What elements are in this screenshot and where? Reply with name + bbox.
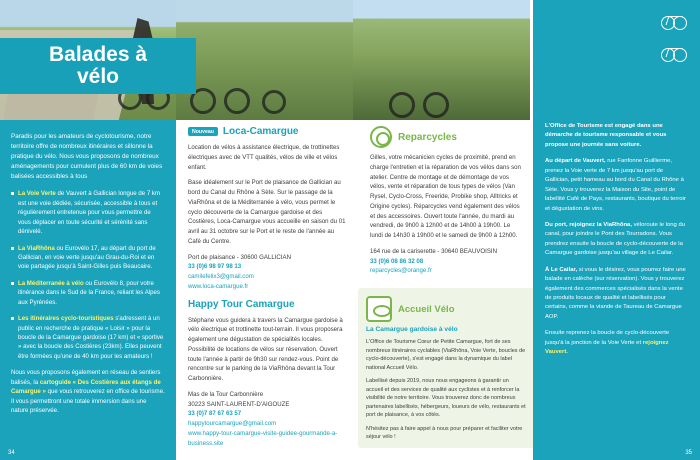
reparcycles-contact: [370, 247, 522, 276]
reparcycles-address: 164 rue de la cariserette - 30640 BEAUVOISIN: [370, 247, 498, 255]
happy-website[interactable]: www.happy-tour-camargue-visite-guidee-gourmande-a-business.site: [188, 429, 338, 447]
block1-text: rue Fanfonne Guillierme, prenez la Voie verte de 7 km jusqu'au port de Gallician, petit hameau au bord du Canal du Rhône à Sète. Vous y trouverez la Maison du Site, point de labellité Café de Pays, restaurants, boutique du terroir et dégustation de vins.: [545, 158, 686, 212]
accueil-paragraph-3: N'hésitez pas à faire appel à nous pour préparer et faciliter votre séjour vélo !: [366, 425, 523, 441]
page-title-line2: vélo: [76, 65, 120, 88]
bullet-text: s'adressent à un public en recherche de pratique « Loisir » pour la boucle de la Camargue gardoise (17 km) et « sportive » avec la boucle des Costières (23km). Elles peuvent être formées qu'une de 40 km pour les amateurs !: [18, 315, 164, 360]
reparcycles-heading: [370, 126, 522, 148]
bullet-title: La ViaRhôna: [18, 244, 55, 252]
accueil-paragraph-1: L'Office de Tourisme Cœur de Petite Camargue, fort de ses nombreux itinéraires cyclables (ViaRhôna, Voie Verte, boucles de cyclo-découverte), s'est engagé dans la dynamique du label national Accueil Vélo.: [366, 339, 526, 371]
happy-address-2: 30223 SAINT-LAURENT-D'AIGOUZE: [188, 400, 290, 408]
hero-photo-band: [0, 0, 530, 120]
accueil-paragraph-2: Labellisé depuis 2019, nous nous engageons à garantir un accueil et des services de qualité aux cyclistes et à renforcer la visibilité de notre territoire. Vous trouverez donc de nombreux partenaires labellisés, hébergeurs, loueurs de vélo, restaurants et port de plaisance, à vos côtés.: [366, 378, 526, 419]
happy-email[interactable]: happytourcamargue@gmail.com: [188, 420, 277, 427]
page-number-left: 34: [8, 450, 15, 456]
itinerary-block-2: [545, 221, 688, 259]
loca-website[interactable]: www.loca-camargue.fr: [188, 282, 249, 290]
happy-tour-heading: [188, 299, 348, 310]
block4-text: Ensuite reprenez la boucle de cyclo-découverte jusqu'à la jonction de la Voie Verte et: [545, 330, 670, 346]
bullet-itineraires: [11, 314, 165, 361]
accueil-velo-box: [358, 288, 534, 448]
bicycle-icon: [661, 14, 687, 30]
happy-tour-paragraph: Stéphane vous guidera à travers la Camargue gardoise à vélo électrique et trottinette tout-terrain. Il vous proposera également une dégustation de spécialités locales. Possibilité de locations de vélos sur réservation. Ouvert toute l'année à partir de 9h30 sur rendez-vous. Point de rencontre sur le parking de la ViaRhôna devant la Tour Carbonnière.: [188, 316, 343, 382]
outro-text-1: Nous vous proposons également en réseau de sentiers balisés, la: [11, 369, 161, 386]
right-column: [370, 126, 522, 283]
bike-wheel: [423, 92, 449, 118]
intro-paragraph: [11, 132, 165, 182]
bicycle-icon: [661, 46, 687, 62]
hero-photo-3: [353, 0, 530, 120]
block2-heading: Du port, rejoignez la ViaRhôna,: [545, 221, 632, 228]
block1-heading: Au départ de Vauvert,: [545, 158, 606, 165]
accueil-velo-logo-icon: [366, 296, 392, 322]
loca-email[interactable]: camilefelix3@gmail.com: [188, 273, 254, 280]
happy-address-1: Mas de la Tour Carbonnière: [188, 390, 264, 398]
accueil-velo-title: Accueil Vélo: [398, 303, 455, 315]
bullet-voie-verte: [11, 189, 165, 236]
reparcycles-paragraph: Gilles, votre mécanicien cycles de proximité, prend en charge l'entretien et la réparation de vos vélos dans son atelier. Centre de montage et de démontage de vos vélos, vente et réparation de tous types de vélos (Van Rysel, Cyclo-Cross, Freeride, Probike shop, Alltricks et Origine cycles). Réparcycles vend également des vélos et des accessoires. Ouvert toute l'année, du mardi au vendredi, de 9h00 à 12h00 et de 14h00 à 19h00. Le lundi de 14h30 à 19h00 et le samedi de 9h00 à 12h00.: [370, 154, 521, 239]
vauvert-link[interactable]: rejoignez Vauvert.: [545, 339, 669, 356]
accueil-velo-header: [366, 296, 526, 322]
cartoguide-link[interactable]: cartoguide « Des Costières aux étangs de Camargue »: [11, 378, 161, 396]
bullet-viarhona: [11, 244, 165, 272]
happy-tour-title: Happy Tour Camargue: [188, 298, 295, 310]
happy-tour-contact: [188, 390, 348, 449]
block2-text: véloroute le long du canal, pour joindre le Pont des Tourradons. Vous prendrez ensuite la boucle de cyclo-découverte de la Camargue gardoise jusqu'au village de Le Cailar.: [545, 221, 686, 257]
middle-column: [188, 126, 348, 455]
reparcycles-email[interactable]: reparcycles@orange.fr: [370, 267, 432, 275]
bullet-title: Les itinéraires cyclo-touristiques: [18, 315, 114, 323]
page-title-line1: Balades à: [48, 42, 148, 66]
top-right-teal-band: [533, 0, 700, 110]
hero-photo-2: [176, 0, 353, 120]
bike-wheel: [224, 88, 250, 114]
itinerary-block-4: [545, 329, 688, 357]
reparcycles-phone[interactable]: 33 (0)6 08 86 32 08: [370, 257, 424, 265]
bullet-text: ou Eurovélo 8, pour votre itinérance dans le Sud de la France, reliant les Alpes aux Pyrénées.: [18, 279, 160, 306]
loca-paragraph-2: Base idéalement sur le Port de plaisance de Gallician au bord du Canal du Rhône à Sète. Sur le passage de la ViaRhôna et de la Méditerranée à vélo, vous permet le cyclo découverte de la Camargue gardoise et des Costières, Loca-Camargue vous accueille en saison du 01 avril au 31 octobre sur le Port et le reste de l'année au Café du Centre.: [188, 179, 346, 245]
block3-text: si vous le désirez, vous pourrez faire une balade en calèche (sur réservation). Vous y trouverez également des commerces spécialisés dans la vente de produits locaux de qualité et labellisés pour certains, comme la viande de Taureau de Camargue AOP.: [545, 266, 686, 320]
bullet-title: La Voie Verte: [18, 190, 56, 198]
itinerary-block-1: [545, 157, 688, 214]
bullet-title: La Méditerranée à vélo: [18, 279, 84, 287]
recycle-icon: [370, 126, 392, 148]
bike-wheel: [262, 90, 286, 114]
loca-camargue-title: Loca-Camargue: [222, 126, 299, 137]
accueil-velo-subtitle: La Camargue gardoise à vélo: [366, 326, 458, 333]
loca-phone[interactable]: 33 (0)6 98 97 98 13: [188, 263, 242, 271]
new-badge: Nouveau: [188, 127, 218, 136]
bullet-text: ou Eurovélo 17, au départ du port de Gallician, en voie verte jusqu'au Grau-du-Roi et en voie partagée jusqu'à Saint-Gilles puis Beaucaire.: [18, 244, 156, 271]
outro-text-2: que vous retrouverez en office de tourisme. Il vous permettront une totale immersion dans une nature préservée.: [11, 388, 165, 415]
bullet-mediterranee: [11, 279, 165, 307]
itinerary-panel: [533, 110, 700, 460]
page-number-right: 35: [685, 450, 692, 456]
left-intro-column: [0, 120, 176, 460]
loca-camargue-heading: [188, 126, 348, 137]
happy-phone[interactable]: 33 (0)7 87 67 63 57: [188, 410, 242, 418]
outro-paragraph: [11, 368, 165, 415]
loca-paragraph-1: Location de vélos à assistance électrique, de trottinettes électriques avec de VTT qualités, vélos de ville et vélos enfant.: [188, 144, 340, 171]
itinerary-block-3: [545, 266, 688, 323]
bike-wheel: [389, 92, 415, 118]
bullet-text: de Vauvert à Gallician longue de 7 km est une voie dédiée, sécurisée, accessible à tous et régulièrement entretenue pour vous permettre de vous déplacer en toute sécurité et sérénité sans dénivelé.: [18, 190, 161, 236]
loca-address: Port de plaisance - 30600 GALLICIAN: [188, 253, 291, 261]
itinerary-lead: L'Office de Tourisme est engagé dans une démarche de tourisme responsable et vous propose une journée sans voiture.: [545, 123, 667, 148]
block3-heading: À Le Cailar,: [545, 266, 578, 273]
intro-text: Paradis pour les amateurs de cyclotourisme, notre territoire offre de nombreux itinéraires et sillonne la pratique du vélo. Nous vous proposons de nombreux aménagements pour cumulent plus de 60 km de voies balisées accessibles à tous: [11, 133, 163, 181]
reparcycles-title: Reparcycles: [398, 131, 457, 143]
loca-contact: [188, 253, 348, 292]
page-title: [0, 38, 196, 94]
